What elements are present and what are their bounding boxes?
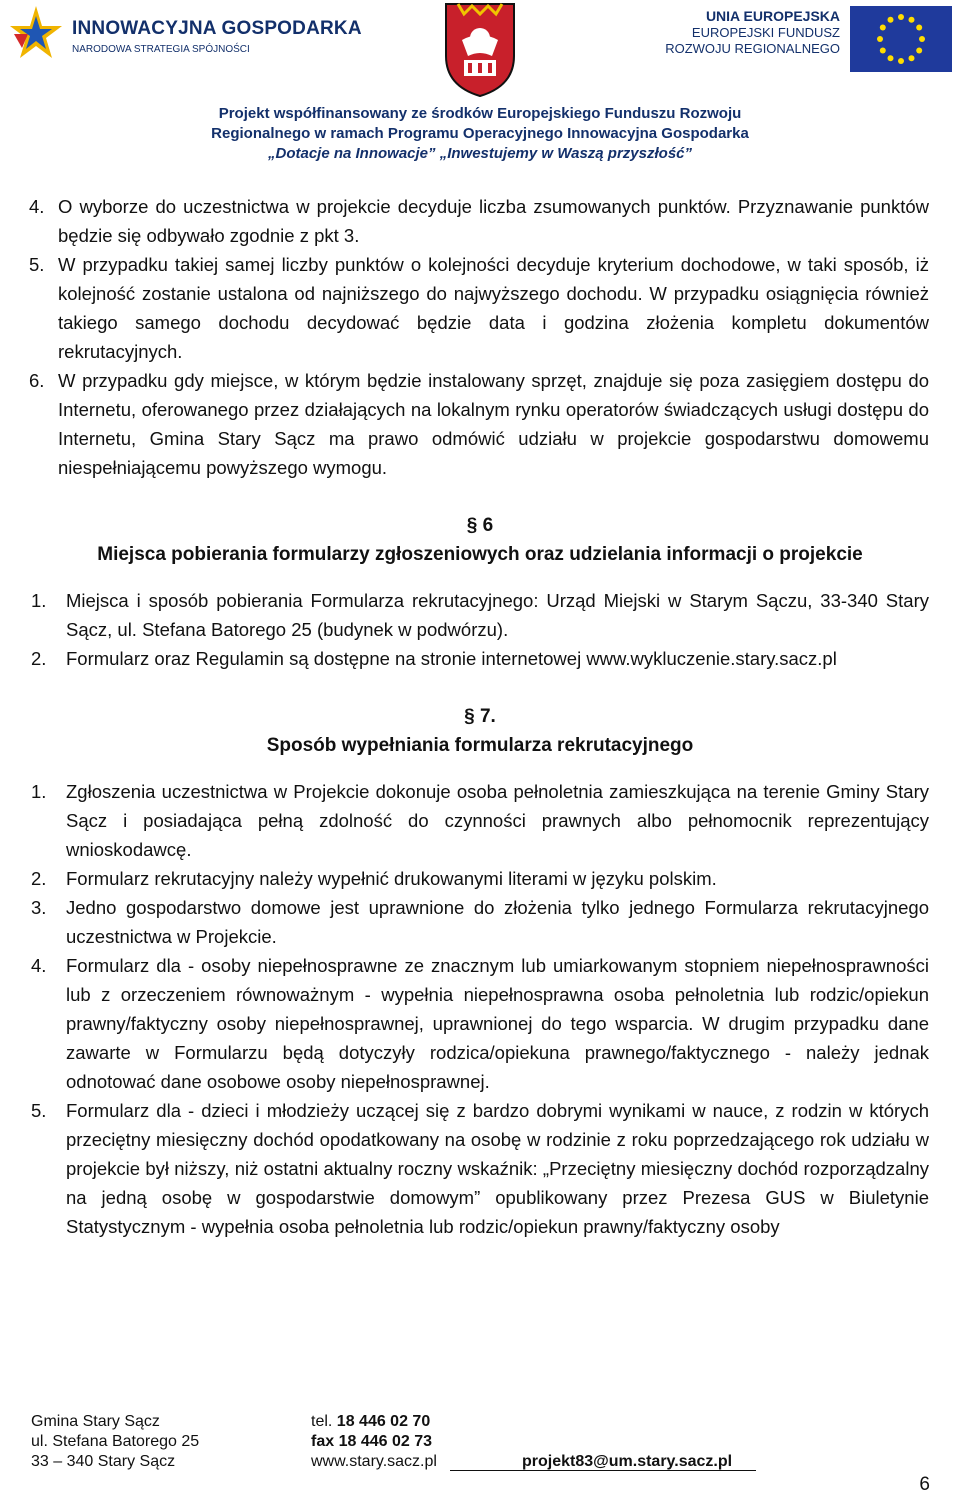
- eu-flag-icon: [850, 6, 952, 72]
- project-line-1: Projekt współfinansowany ze środków Europejskiego Funduszu Rozwoju: [218, 105, 742, 122]
- ig-logo-subtitle: NARODOWA STRATEGIA SPÓJNOŚCI: [72, 44, 250, 55]
- project-line-3: „Dotacje na Innowacje” „Inwestujemy w Waszą przyszłość”: [267, 145, 693, 162]
- innowacyjna-gospodarka-logo: [8, 4, 362, 66]
- ig-star-icon: [8, 4, 64, 64]
- list-item: 1. Zgłoszenia uczestnictwa w Projekcie dokonuje osoba pełnoletnia zamieszkująca na terenie Gminy Stary Sącz i posiadająca pełną zdolność do czynności prawnych albo pełnomocnik reprezentujący wnioskodawcę.: [31, 781, 929, 860]
- footer-city: 33 – 340 Stary Sącz: [31, 1453, 176, 1470]
- eu-logo-line1: UNIA EUROPEJSKA: [705, 8, 840, 24]
- list-item: 2. Formularz rekrutacyjny należy wypełnić drukowanymi literami w języku polskim.: [31, 868, 717, 889]
- document-body: [0, 192, 960, 1241]
- page-number: 6: [919, 1474, 930, 1495]
- eu-logo: [665, 6, 952, 68]
- list-item: 4. O wyborze do uczestnictwa w projekcie decyduje liczba zsumowanych punktów. Przyznawanie punktów będzie się odbywało zgodnie z pkt 3.: [29, 196, 929, 246]
- list-item: 5. W przypadku takiej samej liczby punktów o kolejności decyduje kryterium dochodowe, w taki sposób, iż kolejność zostanie ustalona od najniższego do najwyższego dochodu. W przypadku osiągnięcia również takiego samego dochodu decydować będzie data i godzina złożenia kompletu dokumentów rekrutacyjnych.: [29, 254, 929, 362]
- list-item: 6. W przypadku gdy miejsce, w którym będzie instalowany sprzęt, znajduje się poza zasięgiem dostępu do Internetu, oferowanego przez działających na lokalnym rynku operatorów świadczących usługi dostępu do Internetu, Gmina Stary Sącz ma prawo odmówić udziału w projekcie gospodarstwu domowemu niespełniającemu powyższego wymogu.: [29, 370, 929, 478]
- footer-email-link[interactable]: projekt83@um.stary.sacz.pl: [522, 1453, 733, 1470]
- eu-logo-line2: EUROPEJSKI FUNDUSZ: [691, 25, 840, 40]
- ig-logo-title: INNOWACYJNA GOSPODARKA: [72, 18, 362, 39]
- section-6-sign: § 6: [466, 515, 494, 536]
- section-6-title: Miejsca pobierania formularzy zgłoszeniowych oraz udzielania informacji o projekcie: [97, 544, 863, 565]
- eu-logo-line3: ROZWOJU REGIONALNEGO: [665, 41, 840, 56]
- footer-www-link[interactable]: www.stary.sacz.pl: [311, 1453, 437, 1470]
- list-item: 5. Formularz dla - dzieci i młodzieży uczącej się z bardzo dobrymi wynikami w nauce, z rodzin w których przeciętny miesięczny dochód opodatkowany na osobę w rodzinie z roku poprzedzającego rok udziału w projekcie był niższy, niż ostatni aktualny roczny wskaźnik: „Przeciętny miesięczny dochód rozporządzalny na jedną osobę w gospodarstwie domowym” opublikowany przez Prezesa GUS w Biuletynie Statystycznym - wypełnia osoba pełnoletnia lub rodzic/opiekun prawny/faktyczny osoby: [31, 1100, 929, 1237]
- footer-org: Gmina Stary Sącz: [31, 1413, 160, 1430]
- list-item: 3. Jedno gospodarstwo domowe jest uprawnione do złożenia tylko jednego Formularza rekrutacyjnego uczestnictwa w Projekcie.: [31, 897, 929, 947]
- footer-street: ul. Stefana Batorego 25: [31, 1433, 200, 1450]
- footer-tel: 18 446 02 70: [336, 1413, 431, 1430]
- project-line-2: Regionalnego w ramach Programu Operacyjnego Innowacyjna Gospodarka: [211, 125, 749, 142]
- document-footer: [0, 1412, 960, 1498]
- stary-sacz-crest-icon: [440, 0, 520, 98]
- list-item: 2. Formularz oraz Regulamin są dostępne na stronie internetowej www.wykluczenie.stary.sacz.pl: [31, 648, 837, 669]
- list-item: 4. Formularz dla - osoby niepełnosprawne ze znacznym lub umiarkowanym stopniem niepełnosprawności lub z orzeczeniem równoważnym - wypełnia niepełnosprawna osoba pełnoletnia lub rodzic/opiekun prawny/faktyczny osoby niepełnosprawnej, uprawnionej do tego wsparcia. W drugim przypadku dane zawarte w Formularzu będą dotyczyły rodzica/opiekuna prawnego/faktycznego - należy jednak odnotować dane osobowe osoby niepełnosprawnej.: [31, 955, 929, 1092]
- footer-fax: fax 18 446 02 73: [311, 1433, 432, 1450]
- section-7-title: Sposób wypełniania formularza rekrutacyjnego: [266, 735, 694, 756]
- section-7-sign: § 7.: [464, 706, 496, 727]
- document-header: [0, 0, 960, 170]
- list-item: 1. Miejsca i sposób pobierania Formularza rekrutacyjnego: Urząd Miejski w Starym Sączu, 33-340 Stary Sącz, ul. Stefana Batorego 25 (budynek w podwórzu).: [31, 590, 929, 640]
- footer-tel-label: tel.: [311, 1413, 337, 1430]
